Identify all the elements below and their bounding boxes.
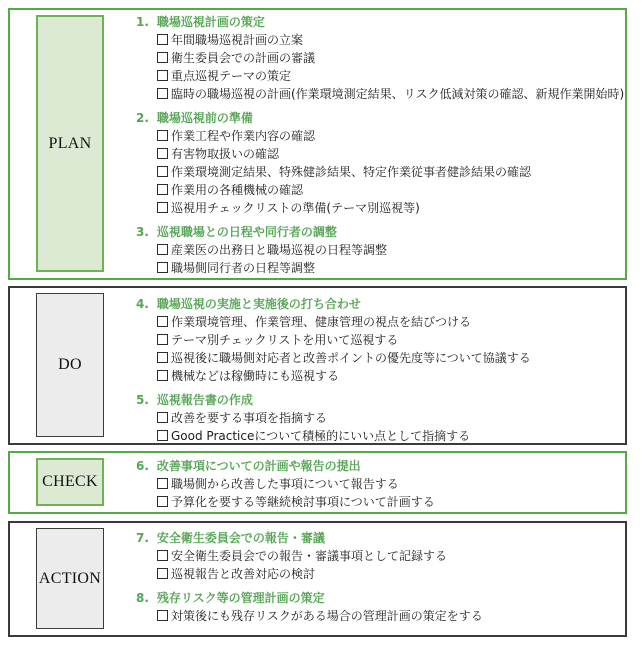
phase-label-box (36, 528, 104, 629)
checkbox-icon (157, 496, 168, 507)
checkbox-icon (157, 166, 168, 177)
group-number: 1. (136, 15, 149, 29)
checkbox-icon (157, 184, 168, 195)
checklist-content (106, 453, 625, 512)
checklist-group (136, 457, 625, 511)
group-title: 職場巡視の実施と実施後の打ち合わせ (156, 297, 361, 311)
checkbox-icon (157, 34, 168, 45)
checklist-item (136, 145, 625, 163)
checklist-group (136, 391, 625, 443)
checklist-item-label: Good Practiceについて積極的にいい点として指摘する (171, 429, 471, 443)
group-title: 残存リスク等の管理計画の策定 (156, 591, 325, 605)
checklist-item-label: 年間職場巡視計画の立案 (171, 33, 304, 47)
checklist-item-label: テーマ別チェックリストを用いて巡視する (171, 333, 399, 347)
checkbox-icon (157, 262, 168, 273)
group-title: 巡視職場との日程や同行者の調整 (156, 225, 337, 239)
checklist-item-label: 対策後にも残存リスクがある場合の管理計画の策定をする (171, 609, 483, 623)
group-number: 4. (136, 297, 149, 311)
checklist-item (136, 31, 625, 49)
checklist-item (136, 607, 625, 625)
checklist-item (136, 427, 625, 443)
checklist-item-label: 重点巡視テーマの策定 (171, 69, 292, 83)
pdca-section-do (8, 286, 627, 445)
phase-label-column (10, 453, 106, 512)
checkbox-icon (157, 430, 168, 441)
group-title: 安全衛生委員会での報告・審議 (156, 531, 325, 545)
group-heading (136, 223, 625, 241)
phase-label-box (36, 15, 104, 272)
pdca-section-plan (8, 8, 627, 280)
checklist-item-label: 衛生委員会での計画の審議 (171, 51, 316, 65)
checklist-item-label: 作業環境管理、作業管理、健康管理の視点を結びつける (171, 315, 472, 329)
checklist-content (106, 10, 625, 278)
group-heading (136, 529, 625, 547)
checklist-item-label: 職場側同行者の日程等調整 (171, 261, 316, 275)
checklist-item (136, 199, 625, 217)
checklist-item (136, 367, 625, 385)
checklist-item (136, 493, 625, 511)
checklist-item-label: 有害物取扱いの確認 (171, 147, 280, 161)
group-number: 8. (136, 591, 149, 605)
checklist-item (136, 259, 625, 277)
checkbox-icon (157, 202, 168, 213)
group-heading (136, 13, 625, 31)
group-number: 2. (136, 111, 149, 125)
checkbox-icon (157, 334, 168, 345)
checklist-content (106, 523, 625, 635)
checklist-item (136, 547, 625, 565)
checklist-item (136, 85, 625, 103)
checklist-item-label: 機械などは稼働時にも巡視する (171, 369, 340, 383)
phase-label-column (10, 288, 106, 443)
phase-label: CHECK (42, 473, 98, 490)
checklist-item (136, 475, 625, 493)
pdca-sections (8, 8, 642, 637)
group-number: 5. (136, 393, 149, 407)
group-title: 巡視報告書の作成 (156, 393, 253, 407)
group-heading (136, 295, 625, 313)
checklist-item (136, 331, 625, 349)
checklist-group (136, 589, 625, 625)
checklist-item (136, 241, 625, 259)
checklist-group (136, 109, 625, 217)
checkbox-icon (157, 316, 168, 327)
checklist-item (136, 565, 625, 583)
checklist-item-label: 改善を要する事項を指摘する (171, 411, 328, 425)
group-title: 職場巡視前の準備 (156, 111, 253, 125)
checklist-item-label: 巡視用チェックリストの準備(テーマ別巡視等) (171, 201, 420, 215)
checklist-item-label: 安全衛生委員会での報告・審議事項として記録する (171, 549, 448, 563)
checklist-item (136, 127, 625, 145)
group-heading (136, 457, 625, 475)
phase-label-column (10, 523, 106, 635)
checkbox-icon (157, 352, 168, 363)
group-number: 7. (136, 531, 149, 545)
checklist-item (136, 313, 625, 331)
phase-label-box (36, 293, 104, 437)
group-number: 6. (136, 459, 149, 473)
checkbox-icon (157, 478, 168, 489)
checkbox-icon (157, 130, 168, 141)
checkbox-icon (157, 70, 168, 81)
checklist-group (136, 223, 625, 277)
phase-label: PLAN (48, 134, 92, 152)
checklist-item (136, 409, 625, 427)
phase-label-box (36, 458, 104, 506)
phase-label-column (10, 10, 106, 278)
checklist-item-label: 巡視後に職場側対応者と改善ポイントの優先度等について協議する (171, 351, 531, 365)
checklist-item-label: 巡視報告と改善対応の検討 (171, 567, 316, 581)
checklist-group (136, 295, 625, 385)
checklist-group (136, 529, 625, 583)
pdca-section-action (8, 521, 627, 637)
checkbox-icon (157, 370, 168, 381)
checkbox-icon (157, 610, 168, 621)
group-heading (136, 589, 625, 607)
checkbox-icon (157, 52, 168, 63)
group-title: 職場巡視計画の策定 (156, 15, 265, 29)
checkbox-icon (157, 412, 168, 423)
group-title: 改善事項についての計画や報告の提出 (156, 459, 361, 473)
checkbox-icon (157, 148, 168, 159)
checklist-item (136, 49, 625, 67)
checklist-content (106, 288, 625, 443)
pdca-section-check (8, 451, 627, 514)
checklist-item-label: 産業医の出務日と職場巡視の日程等調整 (171, 243, 388, 257)
checkbox-icon (157, 88, 168, 99)
checkbox-icon (157, 244, 168, 255)
group-heading (136, 391, 625, 409)
checkbox-icon (157, 568, 168, 579)
checklist-item-label: 作業工程や作業内容の確認 (171, 129, 316, 143)
checklist-group (136, 13, 625, 103)
phase-label: ACTION (38, 569, 102, 587)
checklist-item-label: 作業用の各種機械の確認 (171, 183, 304, 197)
checklist-item (136, 163, 625, 181)
checklist-item-label: 予算化を要する等継続検討事項について計画する (171, 495, 435, 509)
checklist-item (136, 67, 625, 85)
group-number: 3. (136, 225, 149, 239)
checklist-item (136, 349, 625, 367)
phase-label: DO (58, 356, 82, 373)
checklist-item-label: 作業環境測定結果、特殊健診結果、特定作業従事者健診結果の確認 (171, 165, 532, 179)
group-heading (136, 109, 625, 127)
checklist-item-label: 職場側から改善した事項について報告する (171, 477, 399, 491)
checklist-item-label: 臨時の職場巡視の計画(作業環境測定結果、リスク低減対策の確認、新規作業開始時) (171, 87, 625, 101)
checkbox-icon (157, 550, 168, 561)
checklist-item (136, 181, 625, 199)
